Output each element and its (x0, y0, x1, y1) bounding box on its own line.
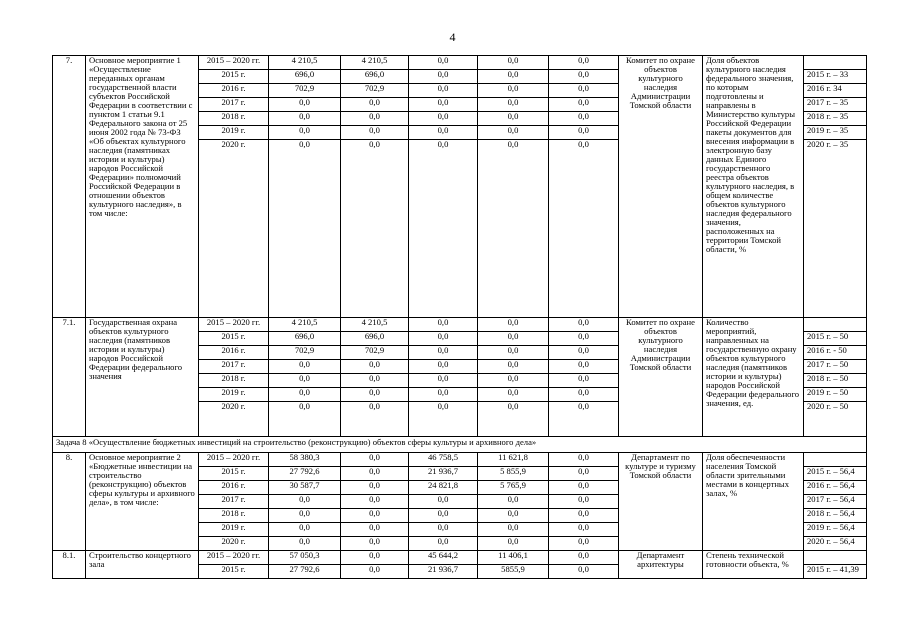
amount-total: 0,0 (269, 360, 341, 374)
page-number: 4 (449, 30, 456, 44)
period-cell: 2015 г. (199, 332, 269, 346)
indicator-cell: Количество мероприятий, направленных на государственную охрану объектов культурного наследия (памятников истории и культуры) народов Российской Федерации федерального значения, ед. (703, 318, 804, 437)
item-number: 7.1. (53, 318, 86, 437)
period-cell: 2020 г. (199, 536, 269, 550)
amount-fed: 0,0 (341, 494, 409, 508)
item-title: Основное мероприятие 1 «Осуществление переданных органам государственной власти субъектов Российской Федерации в соответствии с пунктом 1 статьи 9.1 Федерального закона от 25 июня 2002 года № 73-ФЗ «Об объектах культурного наследия (памятниках истории и культуры) народов Российской Федерации» полномочий Российской Федерации в отношении объектов культурного наследия», в том числе: (86, 56, 199, 318)
period-cell: 2020 г. (199, 402, 269, 437)
amount-reg: 0,0 (409, 84, 478, 98)
amount-loc: 0,0 (478, 402, 549, 437)
amount-reg: 0,0 (409, 374, 478, 388)
amount-loc: 11 621,8 (478, 452, 549, 466)
target-value: 2018 г. – 35 (804, 112, 867, 126)
amount-loc: 0,0 (478, 126, 549, 140)
amount-reg: 0,0 (409, 536, 478, 550)
amount-fed: 0,0 (341, 112, 409, 126)
table-row (53, 452, 867, 466)
period-cell: 2016 г. (199, 84, 269, 98)
amount-reg: 0,0 (409, 126, 478, 140)
amount-total: 0,0 (269, 98, 341, 112)
program-table (52, 55, 867, 579)
amount-total: 0,0 (269, 112, 341, 126)
amount-fed: 4 210,5 (341, 56, 409, 70)
period-cell: 2016 г. (199, 346, 269, 360)
item-title: Государственная охрана объектов культурного наследия (памятников истории и культуры) народов Российской Федерации федерального значения (86, 318, 199, 437)
item-title: Строительство концертного зала (86, 550, 199, 578)
period-cell: 2019 г. (199, 522, 269, 536)
period-cell: 2015 – 2020 гг. (199, 56, 269, 70)
amount-reg: 0,0 (409, 112, 478, 126)
amount-loc: 0,0 (478, 84, 549, 98)
period-cell: 2017 г. (199, 494, 269, 508)
target-value: 2015 г. – 56,4 (804, 466, 867, 480)
amount-ext: 0,0 (549, 494, 619, 508)
amount-loc: 0,0 (478, 140, 549, 318)
amount-ext: 0,0 (549, 550, 619, 564)
amount-loc: 5 855,9 (478, 466, 549, 480)
period-cell: 2015 – 2020 гг. (199, 452, 269, 466)
amount-fed: 0,0 (341, 140, 409, 318)
amount-ext: 0,0 (549, 452, 619, 466)
amount-reg: 0,0 (409, 494, 478, 508)
amount-ext: 0,0 (549, 388, 619, 402)
amount-total: 696,0 (269, 70, 341, 84)
period-cell: 2018 г. (199, 112, 269, 126)
amount-reg: 0,0 (409, 332, 478, 346)
amount-ext: 0,0 (549, 56, 619, 70)
target-value (804, 550, 867, 564)
amount-total: 27 792,6 (269, 564, 341, 578)
amount-loc: 0,0 (478, 508, 549, 522)
amount-reg: 45 644,2 (409, 550, 478, 564)
amount-loc: 0,0 (478, 522, 549, 536)
amount-fed: 0,0 (341, 480, 409, 494)
amount-fed: 0,0 (341, 126, 409, 140)
amount-loc: 0,0 (478, 70, 549, 84)
period-cell: 2015 – 2020 гг. (199, 318, 269, 332)
amount-reg: 0,0 (409, 98, 478, 112)
amount-fed: 702,9 (341, 346, 409, 360)
amount-ext: 0,0 (549, 126, 619, 140)
indicator-cell: Доля объектов культурного наследия федерального значения, по которым подготовлены и направлены в Министерство культуры Российской Федерации пакеты документов для внесения информации в электронную базу данных Единого государственного реестра объектов культурного наследия, в общем количестве объектов культурного наследия федерального значения, расположенных на территории Томской области, % (703, 56, 804, 318)
target-value: 2018 г. – 56,4 (804, 508, 867, 522)
target-value: 2017 г. – 50 (804, 360, 867, 374)
indicator-cell: Доля обеспеченности населения Томской области зрительными местами в концертных залах, % (703, 452, 804, 550)
executor-cell: Департамент по культуре и туризму Томской области (619, 452, 703, 550)
amount-fed: 0,0 (341, 388, 409, 402)
target-value: 2015 г. – 41,39 (804, 564, 867, 578)
amount-loc: 0,0 (478, 332, 549, 346)
amount-total: 0,0 (269, 402, 341, 437)
amount-fed: 0,0 (341, 522, 409, 536)
item-number: 8. (53, 452, 86, 550)
target-value: 2019 г. – 50 (804, 388, 867, 402)
amount-ext: 0,0 (549, 360, 619, 374)
amount-loc: 0,0 (478, 536, 549, 550)
amount-fed: 0,0 (341, 466, 409, 480)
table-row (53, 318, 867, 332)
amount-fed: 696,0 (341, 70, 409, 84)
target-value: 2016 г. 34 (804, 84, 867, 98)
target-value: 2020 г. – 56,4 (804, 536, 867, 550)
executor-cell: Комитет по охране объектов культурного наследия Администрации Томской области (619, 318, 703, 437)
amount-fed: 0,0 (341, 508, 409, 522)
amount-loc: 5 765,9 (478, 480, 549, 494)
amount-reg: 0,0 (409, 388, 478, 402)
period-cell: 2019 г. (199, 388, 269, 402)
target-value: 2017 г. – 56,4 (804, 494, 867, 508)
target-value: 2016 г. - 50 (804, 346, 867, 360)
amount-loc: 0,0 (478, 346, 549, 360)
period-cell: 2015 – 2020 гг. (199, 550, 269, 564)
target-value: 2020 г. – 35 (804, 140, 867, 318)
target-value: 2015 г. – 50 (804, 332, 867, 346)
amount-total: 0,0 (269, 374, 341, 388)
target-value: 2019 г. – 35 (804, 126, 867, 140)
amount-loc: 0,0 (478, 494, 549, 508)
amount-reg: 0,0 (409, 70, 478, 84)
amount-fed: 696,0 (341, 332, 409, 346)
executor-cell: Комитет по охране объектов культурного наследия Администрации Томской области (619, 56, 703, 318)
amount-fed: 0,0 (341, 360, 409, 374)
amount-reg: 46 758,5 (409, 452, 478, 466)
amount-loc: 0,0 (478, 388, 549, 402)
amount-total: 0,0 (269, 522, 341, 536)
target-value: 2018 г. – 50 (804, 374, 867, 388)
period-cell: 2015 г. (199, 564, 269, 578)
amount-ext: 0,0 (549, 318, 619, 332)
amount-reg: 0,0 (409, 140, 478, 318)
amount-ext: 0,0 (549, 70, 619, 84)
amount-fed: 0,0 (341, 374, 409, 388)
amount-fed: 0,0 (341, 452, 409, 466)
amount-reg: 21 936,7 (409, 466, 478, 480)
target-value: 2019 г. – 56,4 (804, 522, 867, 536)
table-row (53, 550, 867, 564)
table-row (53, 56, 867, 70)
amount-ext: 0,0 (549, 332, 619, 346)
amount-ext: 0,0 (549, 522, 619, 536)
amount-loc: 0,0 (478, 318, 549, 332)
period-cell: 2015 г. (199, 70, 269, 84)
amount-fed: 4 210,5 (341, 318, 409, 332)
amount-ext: 0,0 (549, 480, 619, 494)
period-cell: 2017 г. (199, 98, 269, 112)
task-title: Задача 8 «Осуществление бюджетных инвестиций на строительство (реконструкцию) объектов сферы культуры и архивного дела» (53, 437, 867, 453)
period-cell: 2020 г. (199, 140, 269, 318)
amount-reg: 0,0 (409, 360, 478, 374)
amount-total: 27 792,6 (269, 466, 341, 480)
amount-fed: 0,0 (341, 564, 409, 578)
item-number: 7. (53, 56, 86, 318)
amount-ext: 0,0 (549, 466, 619, 480)
amount-fed: 702,9 (341, 84, 409, 98)
period-cell: 2018 г. (199, 508, 269, 522)
amount-loc: 5855,9 (478, 564, 549, 578)
amount-loc: 0,0 (478, 56, 549, 70)
amount-total: 30 587,7 (269, 480, 341, 494)
amount-total: 0,0 (269, 536, 341, 550)
amount-ext: 0,0 (549, 402, 619, 437)
amount-ext: 0,0 (549, 84, 619, 98)
period-cell: 2015 г. (199, 466, 269, 480)
amount-total: 702,9 (269, 346, 341, 360)
amount-reg: 0,0 (409, 402, 478, 437)
amount-total: 702,9 (269, 84, 341, 98)
amount-total: 0,0 (269, 126, 341, 140)
item-number: 8.1. (53, 550, 86, 578)
period-cell: 2018 г. (199, 374, 269, 388)
target-value: 2016 г. – 56,4 (804, 480, 867, 494)
period-cell: 2016 г. (199, 480, 269, 494)
amount-total: 0,0 (269, 388, 341, 402)
amount-loc: 0,0 (478, 112, 549, 126)
indicator-cell: Степень технической готовности объекта, % (703, 550, 804, 578)
amount-fed: 0,0 (341, 98, 409, 112)
period-cell: 2017 г. (199, 360, 269, 374)
amount-total: 0,0 (269, 508, 341, 522)
amount-total: 4 210,5 (269, 318, 341, 332)
amount-loc: 0,0 (478, 374, 549, 388)
target-value: 2017 г. – 35 (804, 98, 867, 112)
amount-loc: 0,0 (478, 360, 549, 374)
amount-loc: 11 406,1 (478, 550, 549, 564)
target-value (804, 318, 867, 332)
amount-ext: 0,0 (549, 140, 619, 318)
amount-total: 57 050,3 (269, 550, 341, 564)
amount-total: 4 210,5 (269, 56, 341, 70)
executor-cell: Департамент архитектуры (619, 550, 703, 578)
target-value (804, 452, 867, 466)
amount-reg: 21 936,7 (409, 564, 478, 578)
amount-fed: 0,0 (341, 550, 409, 564)
amount-ext: 0,0 (549, 508, 619, 522)
amount-ext: 0,0 (549, 564, 619, 578)
amount-ext: 0,0 (549, 536, 619, 550)
amount-reg: 0,0 (409, 56, 478, 70)
amount-ext: 0,0 (549, 98, 619, 112)
amount-total: 58 380,3 (269, 452, 341, 466)
item-title: Основное мероприятие 2 «Бюджетные инвестиции на строительство (реконструкцию) объектов сферы культуры и архивного дела», в том числе: (86, 452, 199, 550)
amount-fed: 0,0 (341, 536, 409, 550)
target-value (804, 56, 867, 70)
target-value: 2020 г. – 50 (804, 402, 867, 437)
target-value: 2015 г. – 33 (804, 70, 867, 84)
amount-fed: 0,0 (341, 402, 409, 437)
amount-total: 0,0 (269, 140, 341, 318)
amount-reg: 0,0 (409, 318, 478, 332)
amount-reg: 24 821,8 (409, 480, 478, 494)
amount-ext: 0,0 (549, 374, 619, 388)
amount-ext: 0,0 (549, 346, 619, 360)
period-cell: 2019 г. (199, 126, 269, 140)
amount-total: 696,0 (269, 332, 341, 346)
amount-total: 0,0 (269, 494, 341, 508)
amount-reg: 0,0 (409, 522, 478, 536)
task-row (53, 437, 867, 453)
amount-reg: 0,0 (409, 508, 478, 522)
amount-ext: 0,0 (549, 112, 619, 126)
amount-reg: 0,0 (409, 346, 478, 360)
amount-loc: 0,0 (478, 98, 549, 112)
